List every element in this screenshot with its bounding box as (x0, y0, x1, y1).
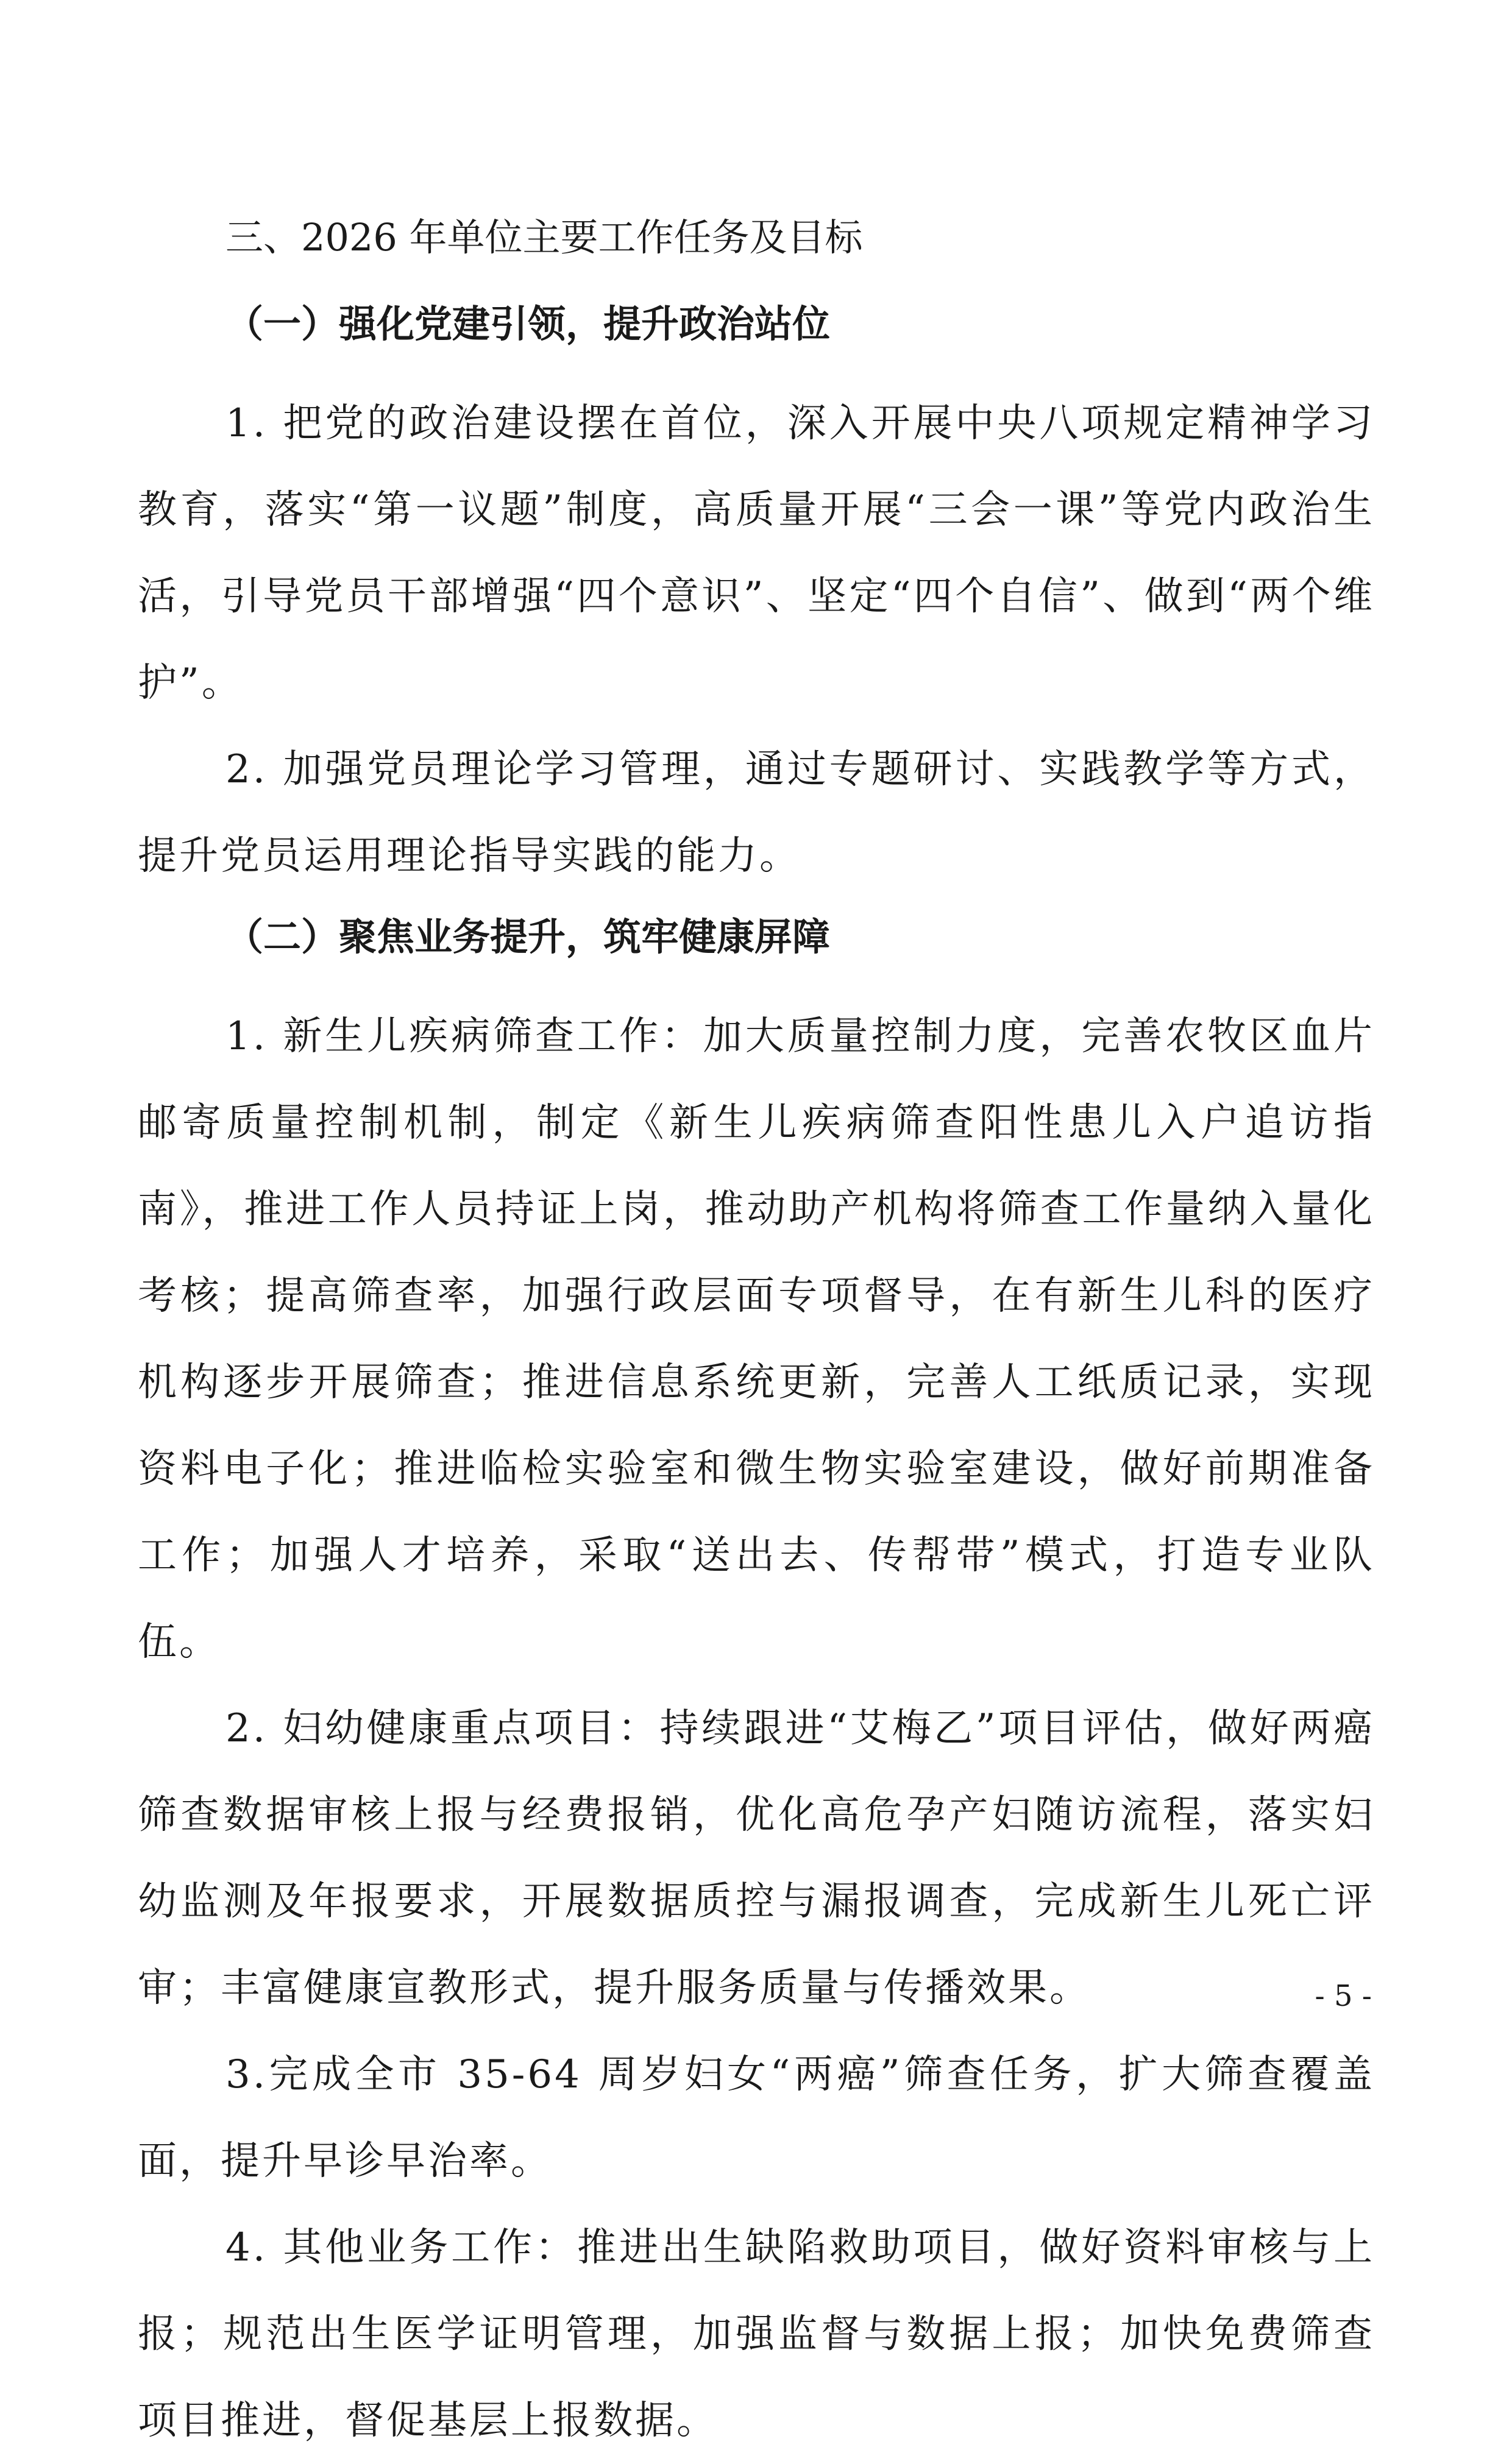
subsection-title-business-improvement: （二）聚焦业务提升，筑牢健康屏障 (225, 915, 831, 959)
section-title: 三、2026 年单位主要工作任务及目标 (225, 215, 863, 260)
paragraph-newborn-screening: 1. 新生儿疾病筛查工作：加大质量控制力度，完善农牧区血片邮寄质量控制机制，制定《新生儿疾病筛查阳性患儿入户追访指南》，推进工作人员持证上岗，推动助产机构将筛查工作量纳入量化考核；提高筛查率，加强行政层面专项督导，在有新生儿科的医疗机构逐步开展筛查；推进信息系统更新，完善人工纸质记录，实现资料电子化；推进临检实验室和微生物实验室建设，做好前期准备工作；加强人才培养，采取“送出去、传帮带”模式，打造专业队伍。 (138, 1014, 1375, 1665)
paragraph-party-theory-study: 2. 加强党员理论学习管理，通过专题研讨、实践教学等方式，提升党员运用理论指导实践的能力。 (138, 747, 1375, 879)
paragraph-two-cancer-screening: 3.完成全市 35-64 周岁妇女“两癌”筛查任务，扩大筛查覆盖面，提升早诊早治率。 (138, 2052, 1375, 2184)
subsection-title-party-building: （一）强化党建引领，提升政治站位 (225, 302, 831, 346)
page-number: - 5 - (1315, 1979, 1372, 2013)
paragraph-other-work: 4. 其他业务工作：推进出生缺陷救助项目，做好资料审核与上报；规范出生医学证明管理，加强监督与数据上报；加快免费筛查项目推进，督促基层上报数据。 (138, 2225, 1375, 2443)
document-body (138, 207, 1375, 2464)
paragraph-maternal-child-projects: 2. 妇幼健康重点项目：持续跟进“艾梅乙”项目评估，做好两癌筛查数据审核上报与经费报销，优化高危孕产妇随访流程，落实妇幼监测及年报要求，开展数据质控与漏报调查，完成新生儿死亡评审；丰富健康宣教形式，提升服务质量与传播效果。 (138, 1706, 1375, 2011)
paragraph-party-political-construction: 1. 把党的政治建设摆在首位，深入开展中央八项规定精神学习教育，落实“第一议题”制度，高质量开展“三会一课”等党内政治生活，引导党员干部增强“四个意识”、坚定“四个自信”、做到“两个维护”。 (138, 401, 1375, 706)
